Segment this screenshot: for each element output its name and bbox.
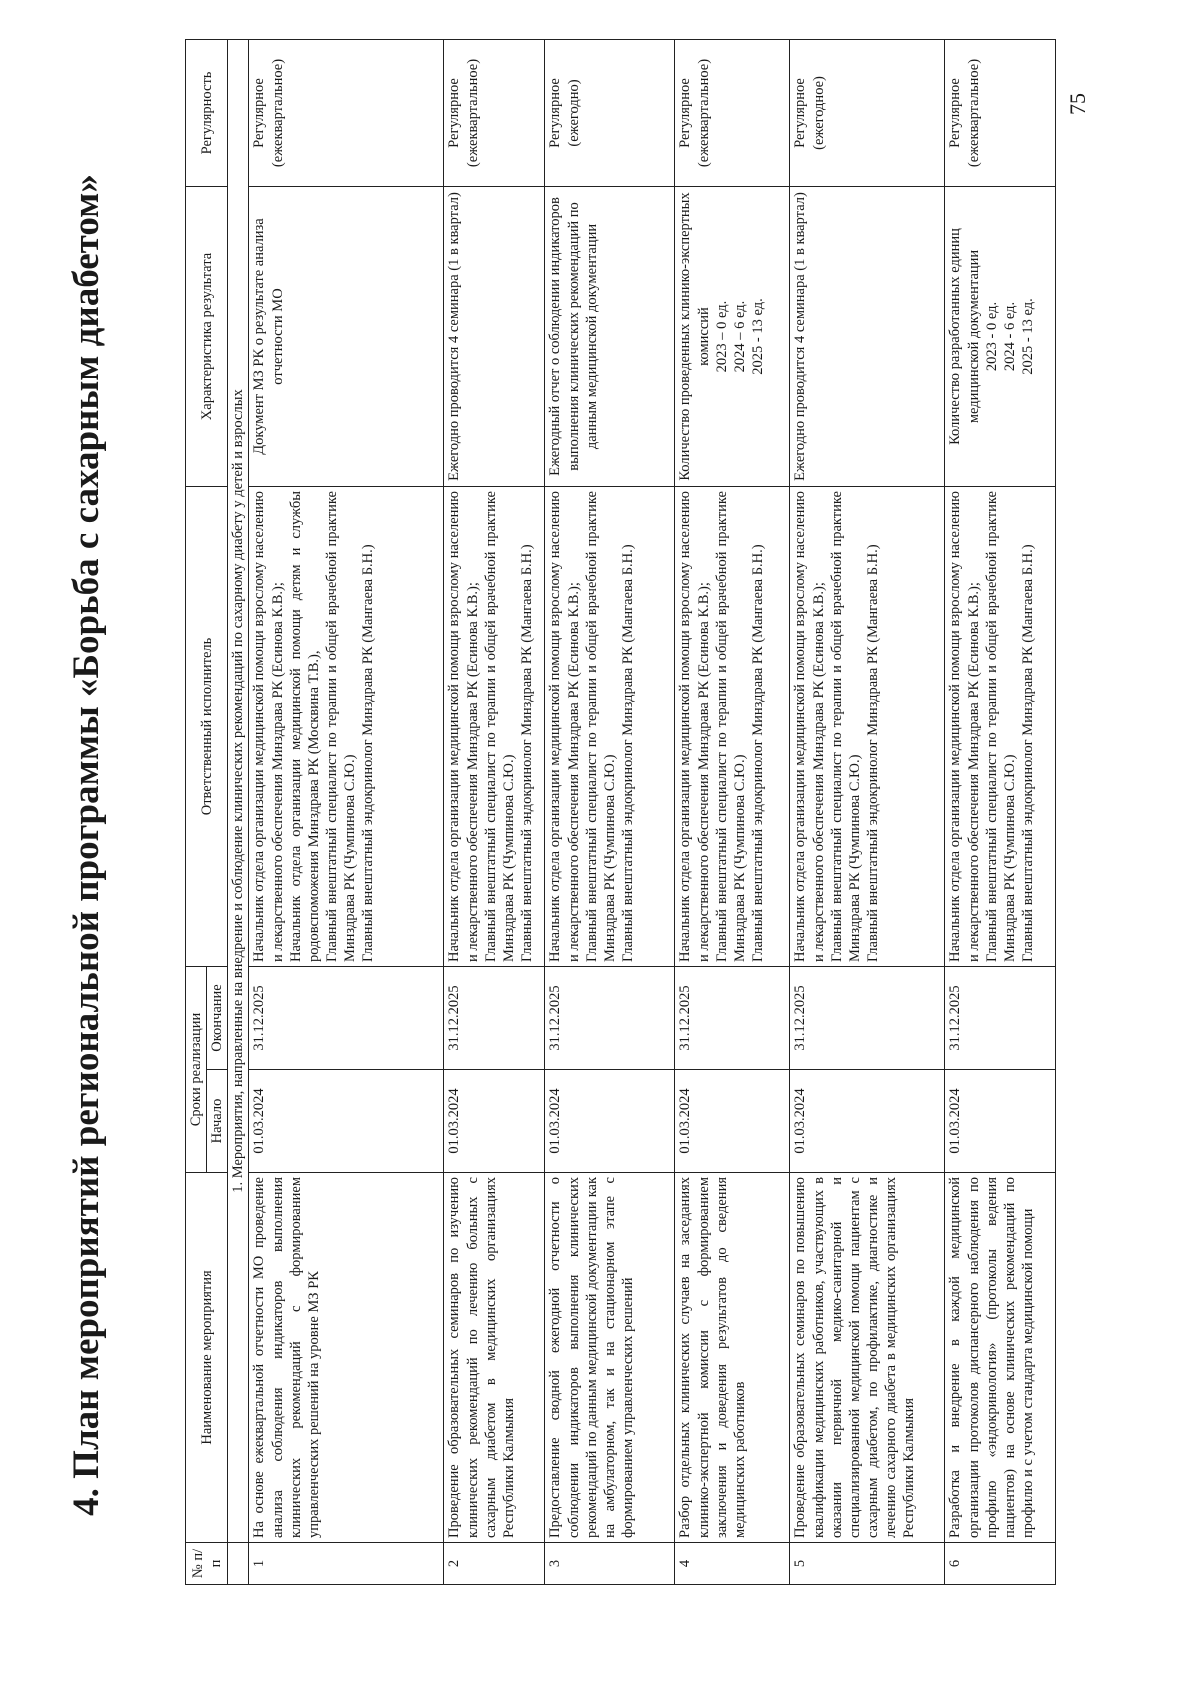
- header-result: Характеристика результата: [186, 187, 228, 487]
- row-number: 2: [444, 1543, 545, 1585]
- result-line: Ежегодный отчет о соблюдении индикаторов выполнения клинических рекомендаций по данным медицинской документации: [547, 197, 600, 476]
- start-date: 01.03.2024: [444, 1070, 545, 1173]
- responsible-line: Начальник отдела организации медицинской помощи взрослому населению и лекарственного обеспечения Минздрава РК (Есинова К.В.);: [446, 491, 481, 962]
- regularity-cell: [675, 40, 790, 187]
- result-line: 2024 - 6 ед.: [1001, 301, 1018, 372]
- start-date: 01.03.2024: [945, 1070, 1056, 1173]
- page-number: 75: [1065, 93, 1090, 115]
- responsible-cell: [249, 487, 444, 967]
- responsible-cell: [675, 487, 790, 967]
- regularity-line: Регулярное: [446, 78, 463, 148]
- responsible-line: Начальник отдела организации медицинской помощи взрослому населению и лекарственного обеспечения Минздрава РК (Есинова К.В.);: [792, 491, 827, 962]
- start-date: 01.03.2024: [790, 1070, 945, 1173]
- result-cell: [675, 187, 790, 487]
- end-date: 31.12.2025: [545, 967, 675, 1070]
- result-line: 2023 – 0 ед.: [713, 300, 730, 373]
- regularity-line: Регулярное: [547, 78, 564, 148]
- header-terms: Сроки реализации: [186, 967, 207, 1173]
- result-cell: [444, 187, 545, 487]
- header-responsible: Ответственный исполнитель: [186, 487, 228, 967]
- start-date: 01.03.2024: [545, 1070, 675, 1173]
- start-date: 01.03.2024: [249, 1070, 444, 1173]
- responsible-line: Главный внештатный эндокринолог Минздрава РК (Мангаева Б.Н.): [518, 544, 535, 962]
- regularity-line: (ежеквартальное): [695, 58, 712, 168]
- regularity-cell: [444, 40, 545, 187]
- activity-name: На основе ежеквартальной отчетности МО проведение анализа соблюдения индикаторов выполнения клинических рекомендаций с формированием управленческих решений на уровне МЗ РК: [249, 1173, 444, 1543]
- action-plan-table: [185, 39, 1056, 1585]
- result-line: 2025 - 13 ед.: [1019, 298, 1036, 375]
- table-row: [945, 40, 1056, 1585]
- start-date: 01.03.2024: [675, 1070, 790, 1173]
- table-row: [545, 40, 675, 1585]
- end-date: 31.12.2025: [945, 967, 1056, 1070]
- responsible-line: Начальник отдела организации медицинской помощи взрослому населению и лекарственного обеспечения Минздрава РК (Есинова К.В.);: [677, 491, 712, 962]
- regularity-cell: [249, 40, 444, 187]
- responsible-line: Начальник отдела организации медицинской помощи детям и службы родовспоможения Минздрава РК (Москвина Т.В.),: [287, 491, 322, 962]
- header-num: № п/п: [186, 1543, 228, 1585]
- regularity-cell: [790, 40, 945, 187]
- regularity-line: (ежеквартальное): [269, 58, 286, 168]
- header-row: [186, 40, 207, 1585]
- result-line: Ежегодно проводится 4 семинара (1 в квартал): [792, 192, 809, 481]
- result-line: Документ МЗ РК о результате анализа отчетности МО: [251, 218, 286, 455]
- activity-name: Предоставление сводной ежегодной отчетности о соблюдении индикаторов выполнения клинических рекомендаций по данным медицинской документации как на амбулаторном, так и на стационарном этапе с формированием управленческих решений: [545, 1173, 675, 1543]
- regularity-line: Регулярное: [947, 78, 964, 148]
- responsible-line: Начальник отдела организации медицинской помощи взрослому населению и лекарственного обеспечения Минздрава РК (Есинова К.В.);: [947, 491, 982, 962]
- row-number: 4: [675, 1543, 790, 1585]
- responsible-cell: [545, 487, 675, 967]
- regularity-cell: [545, 40, 675, 187]
- section-title: 1. Мероприятия, направленные на внедрение и соблюдение клинических рекомендаций по сахарному диабету у детей и взрослых: [228, 40, 249, 1543]
- responsible-line: Главный внештатный эндокринолог Минздрава РК (Мангаева Б.Н.): [1019, 544, 1036, 962]
- regularity-line: Регулярное: [251, 78, 268, 148]
- end-date: 31.12.2025: [675, 967, 790, 1070]
- rotated-landscape-page: [55, 30, 1135, 1660]
- regularity-line: (ежеквартальное): [965, 58, 982, 168]
- table-row: [444, 40, 545, 1585]
- document-title: 4. План мероприятий региональной программы «Борьба с сахарным диабетом»: [66, 174, 107, 1516]
- regularity-line: (ежегодное): [810, 76, 827, 150]
- table-row: [790, 40, 945, 1585]
- responsible-cell: [444, 487, 545, 967]
- result-line: Количество разработанных единиц медицинской документации: [947, 228, 982, 445]
- regularity-line: Регулярное: [792, 78, 809, 148]
- responsible-line: Начальник отдела организации медицинской помощи взрослому населению и лекарственного обеспечения Минздрава РК (Есинова К.В.);: [547, 491, 582, 962]
- responsible-line: Начальник отдела организации медицинской помощи взрослому населению и лекарственного обеспечения Минздрава РК (Есинова К.В.);: [251, 491, 286, 962]
- responsible-line: Главный внештатный специалист по терапии и общей врачебной практике Минздрава РК (Чумпинова С.Ю.): [828, 491, 863, 962]
- table-row: [249, 40, 444, 1585]
- row-number: 6: [945, 1543, 1056, 1585]
- section-row: [228, 40, 249, 1585]
- row-number: 5: [790, 1543, 945, 1585]
- result-cell: [790, 187, 945, 487]
- activity-name: Разбор отдельных клинических случаев на заседаниях клинико-экспертной комиссии с формированием заключения и доведения результатов до сведения медицинских работников: [675, 1173, 790, 1543]
- header-start: Начало: [207, 1070, 228, 1173]
- section-empty-cell: [228, 1543, 249, 1585]
- activity-name: Проведение образовательных семинаров по изучению клинических рекомендаций по лечению больных с сахарным диабетом в медицинских организациях Республики Калмыкия: [444, 1173, 545, 1543]
- responsible-cell: [945, 487, 1056, 967]
- responsible-line: Главный внештатный специалист по терапии и общей врачебной практике Минздрава РК (Чумпинова С.Ю.): [583, 491, 618, 962]
- header-name: Наименование мероприятия: [186, 1173, 228, 1543]
- result-line: Количество проведенных клинико-экспертных комиссий: [677, 192, 712, 481]
- end-date: 31.12.2025: [249, 967, 444, 1070]
- result-cell: [945, 187, 1056, 487]
- end-date: 31.12.2025: [444, 967, 545, 1070]
- activity-name: Разработка и внедрение в каждой медицинской организации протоколов диспансерного наблюдения по профилю «эндокринология» (протоколы ведения пациентов) на основе клинических рекомендаций по профилю и с учетом стандарта медицинской помощи: [945, 1173, 1056, 1543]
- header-end: Окончание: [207, 967, 228, 1070]
- responsible-line: Главный внештатный специалист по терапии и общей врачебной практике Минздрава РК (Чумпинова С.Ю.): [482, 491, 517, 962]
- result-cell: [249, 187, 444, 487]
- regularity-line: (ежегодно): [565, 79, 582, 147]
- table-row: [675, 40, 790, 1585]
- result-line: Ежегодно проводится 4 семинара (1 в квартал): [446, 192, 463, 481]
- activity-name: Проведение образовательных семинаров по повышению квалификации медицинских работников, участвующих в оказании первичной медико-санитарной и специализированной медицинской помощи пациентам с сахарным диабетом, по профилактике, диагностике и лечению сахарного диабета в медицинских организациях Республики Калмыкия: [790, 1173, 945, 1543]
- responsible-line: Главный внештатный специалист по терапии и общей врачебной практике Минздрава РК (Чумпинова С.Ю.): [323, 491, 358, 962]
- responsible-line: Главный внештатный эндокринолог Минздрава РК (Мангаева Б.Н.): [619, 544, 636, 962]
- responsible-line: Главный внештатный эндокринолог Минздрава РК (Мангаева Б.Н.): [864, 544, 881, 962]
- responsible-line: Главный внештатный эндокринолог Минздрава РК (Мангаева Б.Н.): [749, 544, 766, 962]
- result-line: 2025 - 13 ед.: [749, 298, 766, 375]
- responsible-line: Главный внештатный специалист по терапии и общей врачебной практике Минздрава РК (Чумпинова С.Ю.): [983, 491, 1018, 962]
- regularity-line: (ежеквартальное): [464, 58, 481, 168]
- responsible-cell: [790, 487, 945, 967]
- end-date: 31.12.2025: [790, 967, 945, 1070]
- row-number: 3: [545, 1543, 675, 1585]
- header-regularity: Регулярность: [186, 40, 228, 187]
- regularity-cell: [945, 40, 1056, 187]
- result-line: 2024 – 6 ед.: [731, 300, 748, 373]
- result-cell: [545, 187, 675, 487]
- regularity-line: Регулярное: [677, 78, 694, 148]
- responsible-line: Главный внештатный специалист по терапии и общей врачебной практике Минздрава РК (Чумпинова С.Ю.): [713, 491, 748, 962]
- responsible-line: Главный внештатный эндокринолог Минздрава РК (Мангаева Б.Н.): [360, 544, 377, 962]
- result-line: 2023 - 0 ед.: [983, 301, 1000, 372]
- row-number: 1: [249, 1543, 444, 1585]
